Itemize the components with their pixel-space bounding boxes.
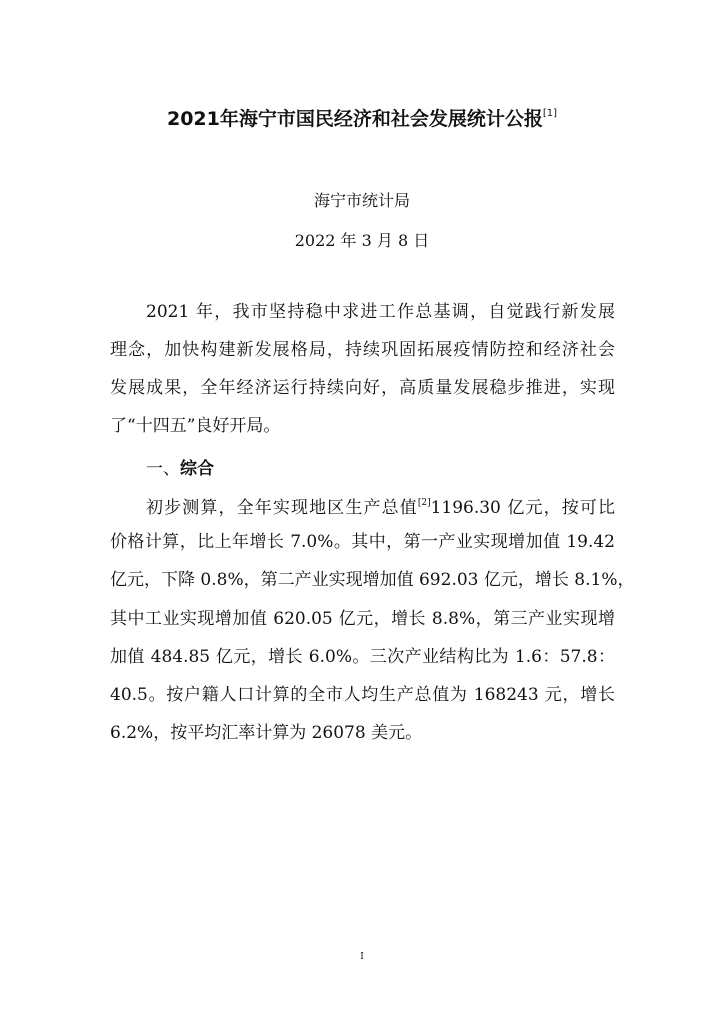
body-line: 亿元，下降 0.8%，第二产业实现增加值 692.03 亿元，增长 8.1%， — [110, 570, 635, 590]
intro-line: 理念，加快构建新发展格局，持续巩固拓展疫情防控和经济社会 — [110, 340, 615, 360]
text: 1196.30 亿元，按可比 — [430, 498, 616, 518]
body-line — [146, 492, 615, 519]
intro-line: 了“十四五”良好开局。 — [110, 416, 281, 436]
intro-line: 2021 年，我市坚持稳中求进工作总基调，自觉践行新发展 — [146, 302, 615, 322]
section-number: 一、 — [146, 459, 180, 479]
section-heading — [146, 454, 214, 479]
body-line: 40.5。按户籍人口计算的全市人均生产总值为 168243 元，增长 — [110, 685, 615, 705]
body-line: 6.2%，按平均汇率计算为 26078 美元。 — [110, 723, 423, 743]
body-line: 加值 484.85 亿元，增长 6.0%。三次产业结构比为 1.6：57.8： — [110, 647, 615, 667]
body-line: 其中工业实现增加值 620.05 亿元，增长 8.8%，第三产业实现增 — [110, 609, 615, 629]
footnote-ref[interactable]: [2] — [417, 498, 431, 508]
section-title: 综合 — [180, 459, 214, 479]
footnote-ref[interactable]: [1] — [542, 108, 558, 119]
intro-line: 发展成果，全年经济运行持续向好，高质量发展稳步推进，实现 — [110, 378, 615, 398]
text: 初步测算，全年实现地区生产总值 — [146, 498, 418, 518]
title-text: 2021年海宁市国民经济和社会发展统计公报 — [166, 108, 543, 130]
body-line: 价格计算，比上年增长 7.0%。其中，第一产业实现增加值 19.42 — [110, 532, 615, 552]
page-number: I — [360, 952, 364, 962]
date: 2022 年 3 月 8 日 — [294, 231, 430, 250]
author: 海宁市统计局 — [313, 191, 410, 210]
document-title — [0, 104, 724, 131]
